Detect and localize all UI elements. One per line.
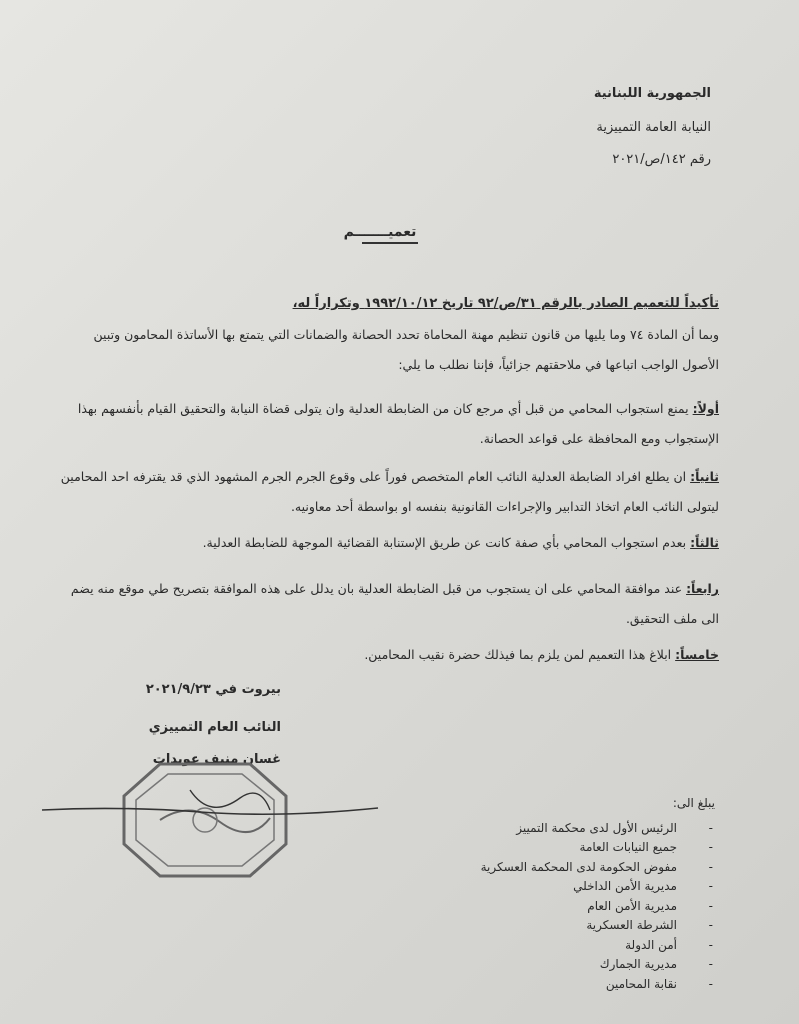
signature-place-date: بيروت في ٢٠٢١/٩/٢٣	[145, 682, 281, 697]
intro-paragraph: وبما أن المادة ٧٤ وما يليها من قانون تنظيم مهنة المحاماة تحدد الحصانة والضمانات التي يتمتع بها الأساتذة المحامون وتبين الأصول الواجب اتباعها في ملاحقتهم جزائياً، فإننا نطلب ما يلي:	[93, 327, 719, 372]
item-third	[59, 528, 719, 558]
header-number: رقم ١٤٢/ص/٢٠٢١	[612, 152, 711, 167]
list-item	[413, 838, 713, 858]
list-dash: -	[708, 918, 713, 933]
list-dash: -	[708, 840, 713, 855]
list-item	[413, 916, 713, 936]
recipient-name: مفوض الحكومة لدى المحكمة العسكرية	[480, 859, 677, 874]
item-fourth	[59, 574, 719, 634]
document-title: تعميـــــــم	[343, 224, 417, 240]
recipient-name: أمن الدولة	[625, 937, 677, 952]
item-first	[59, 394, 719, 454]
cc-title: يبلغ الى:	[672, 796, 715, 810]
item-label: ثانياً:	[690, 469, 719, 484]
item-label: خامساً:	[675, 647, 719, 662]
item-text: بعدم استجواب المحامي بأي صفة كانت عن طريق الإستنابة القضائية الموجهة للضابطة العدلية.	[202, 535, 687, 550]
item-second	[59, 462, 719, 522]
item-label: رابعاً:	[686, 581, 719, 596]
header-office: النيابة العامة التمييزية	[596, 120, 711, 135]
cc-recipient-list	[413, 818, 713, 994]
item-text: ان يطلع افراد الضابطة العدلية النائب العام المتخصص فوراً على وقوع الجرم الجرم المشهود الذي قد يقترفه احد المحامين ليتولى النائب العام اتخاذ التدابير والإجراءات القانونية بنفسه او بواسطة أحد معاونيه.	[60, 469, 719, 514]
list-dash: -	[708, 937, 713, 952]
recipient-name: الشرطة العسكرية	[586, 918, 677, 933]
item-fifth	[59, 640, 719, 670]
title-underline	[362, 242, 418, 244]
list-item	[413, 877, 713, 897]
list-dash: -	[708, 957, 713, 972]
header-republic: الجمهورية اللبنانية	[593, 86, 711, 101]
recipient-name: مديرية الجمارك	[599, 957, 677, 972]
item-text: يمنع استجواب المحامي من قبل أي مرجع كان من الضابطة العدلية وان يتولى قضاة النيابة والتحقيق القيام بأنفسهم بهذا الإستجواب ومع المحافظة على قواعد الحصانة.	[77, 401, 719, 446]
recipient-name: الرئيس الأول لدى محكمة التمييز	[516, 820, 677, 835]
list-item	[413, 974, 713, 994]
list-dash: -	[708, 976, 713, 991]
list-dash: -	[708, 879, 713, 894]
subject-line: تأكيداً للتعميم الصادر بالرقم ٣١/ص/٩٢ تاريخ ١٩٩٢/١٠/١٢ وتكراراً له،	[292, 296, 719, 311]
recipient-name: مديرية الأمن الداخلي	[573, 879, 677, 894]
signature-name: غسان منيف عويدات	[152, 752, 281, 767]
list-item	[413, 935, 713, 955]
item-label: ثالثاً:	[690, 535, 719, 550]
list-item	[413, 896, 713, 916]
item-text: ابلاغ هذا التعميم لمن يلزم بما فيذلك حضرة نقيب المحامين.	[364, 647, 672, 662]
list-item	[413, 955, 713, 975]
item-text: عند موافقة المحامي على ان يستجوب من قبل الضابطة العدلية بان يدلل على هذه الموافقة بتصريح طي موقع منه يضم الى ملف التحقيق.	[70, 581, 719, 626]
list-dash: -	[708, 859, 713, 874]
list-item	[413, 857, 713, 877]
list-dash: -	[708, 898, 713, 913]
recipient-name: نقابة المحامين	[605, 976, 677, 991]
item-label: أولاً:	[692, 401, 719, 416]
recipient-name: مديرية الأمن العام	[587, 898, 677, 913]
signature-position: النائب العام التمييزي	[148, 720, 281, 735]
list-item	[413, 818, 713, 838]
recipient-name: جميع النيابات العامة	[579, 840, 677, 855]
list-dash: -	[708, 820, 713, 835]
handwritten-signature-icon	[40, 780, 380, 840]
